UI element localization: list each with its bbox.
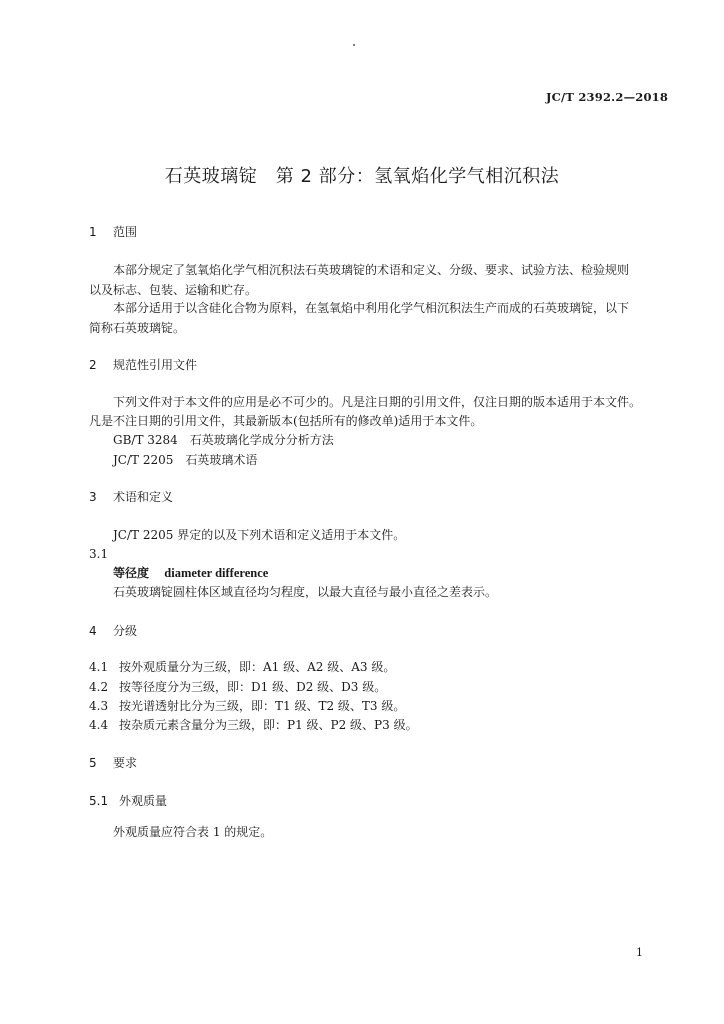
section-title: 术语和定义: [113, 490, 174, 504]
clause-number: 4.4: [89, 718, 109, 732]
term-number: 3.1: [89, 547, 109, 561]
classification-item: [89, 677, 386, 697]
scope-paragraph-2-line-1: 本部分适用于以含硅化合物为原料，在氢氧焰中利用化学气相沉积法生产而成的石英玻璃锭，以下: [113, 301, 630, 315]
scope-paragraph-2-line-2: 简称石英玻璃锭。: [89, 321, 186, 335]
classification-item: [89, 715, 418, 735]
section-number: 5: [89, 756, 97, 770]
clause-text: 按外观质量分为三级，即：A1 级、A2 级、A3 级。: [119, 660, 396, 674]
clause-number: 5.1: [89, 794, 109, 808]
document-title: 石英玻璃锭 第 2 部分：氢氧焰化学气相沉积法: [164, 166, 560, 187]
section-2-heading: [89, 356, 197, 373]
classification-item: [89, 657, 395, 677]
clause-number: 4.3: [89, 699, 109, 713]
reference-item-1: GB/T 3284 石英玻璃化学成分分析方法: [113, 433, 334, 447]
section-number: 1: [89, 225, 97, 239]
subsection-title: 外观质量: [119, 794, 168, 808]
classification-item: [89, 696, 405, 716]
section-title: 规范性引用文件: [113, 358, 198, 372]
references-paragraph-line-2: 凡是不注日期的引用文件，其最新版本(包括所有的修改单)适用于本文件。: [89, 414, 483, 428]
clause-number: 4.1: [89, 660, 109, 674]
section-number: 3: [89, 490, 97, 504]
clause-text: 按等径度分为三级，即：D1 级、D2 级、D3 级。: [119, 680, 387, 694]
term-entry: [113, 563, 268, 583]
subsection-5-1-heading: [89, 792, 167, 809]
term-definition: 石英玻璃锭圆柱体区域直径均匀程度，以最大直径与最小直径之差表示。: [113, 585, 498, 599]
reference-item-2: JC/T 2205 石英玻璃术语: [113, 453, 258, 467]
scope-paragraph-1-line-2: 以及标志、包装、运输和贮存。: [89, 283, 258, 297]
clause-text: 按杂质元素含量分为三级，即：P1 级、P2 级、P3 级。: [119, 718, 418, 732]
appearance-requirement-text: 外观质量应符合表 1 的规定。: [113, 825, 273, 839]
section-title: 分级: [113, 624, 138, 638]
section-number: 2: [89, 358, 97, 372]
terms-intro: JC/T 2205 界定的以及下列术语和定义适用于本文件。: [113, 528, 406, 542]
clause-number: 4.2: [89, 680, 109, 694]
section-number: 4: [89, 624, 97, 638]
section-4-heading: [89, 622, 137, 639]
page-number: 1: [636, 946, 643, 959]
term-chinese: 等径度: [113, 566, 150, 580]
standard-code: JC/T 2392.2—2018: [546, 90, 669, 104]
scope-paragraph-1-line-1: 本部分规定了氢氧焰化学气相沉积法石英玻璃锭的术语和定义、分级、要求、试验方法、检验规则: [113, 263, 630, 277]
section-title: 范围: [113, 225, 138, 239]
term-english: diameter difference: [164, 566, 269, 580]
section-title: 要求: [113, 756, 138, 770]
section-1-heading: [89, 223, 137, 240]
clause-text: 按光谱透射比分为三级，即：T1 级、T2 级、T3 级。: [119, 699, 406, 713]
section-5-heading: [89, 754, 137, 771]
section-3-heading: [89, 488, 173, 505]
references-paragraph-line-1: 下列文件对于本文件的应用是必不可少的。凡是注日期的引用文件，仅注日期的版本适用于本文件。: [113, 395, 642, 409]
scan-mark: [353, 44, 355, 46]
